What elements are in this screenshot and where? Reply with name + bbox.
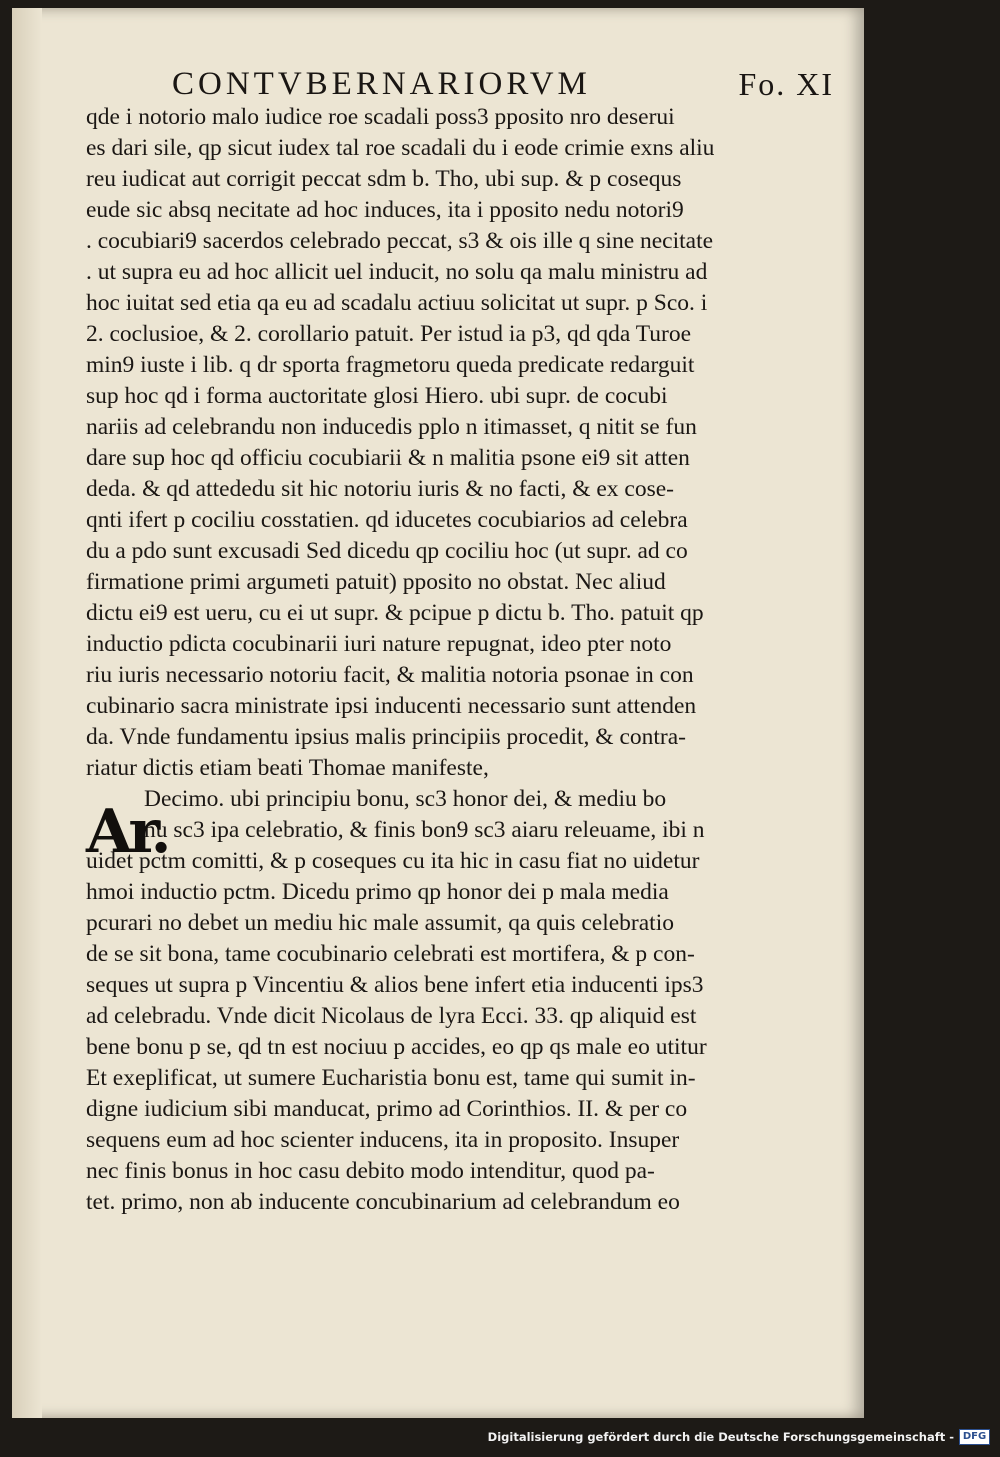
body-text: [86, 102, 836, 1218]
section-text-line: uidet pctm comitti, & p coseques cu ita hic in casu fiat no uidetur: [86, 848, 700, 874]
text-line: riatur dictis etiam beati Thomae manifeste,: [86, 755, 489, 781]
page-gutter-shadow: [12, 8, 42, 1418]
text-line: nariis ad celebrandu non inducedis pplo n itimasset, q nitit se fun: [86, 414, 697, 440]
text-line: 2. coclusioe, & 2. corollario patuit. Per istud ia p3, qd qda Turoe: [86, 321, 692, 347]
text-line: qnti ifert p cociliu cosstatien. qd iducetes cocubiarios ad celebra: [86, 507, 688, 533]
folio-number: Fo. XI: [738, 66, 834, 102]
running-head: [172, 66, 834, 106]
text-line: . cocubiari9 sacerdos celebrado peccat, s3 & ois ille q sine necitate: [86, 228, 714, 254]
text-line: sup hoc qd i forma auctoritate glosi Hiero. ubi supr. de cocubi: [86, 383, 668, 409]
text-line: eude sic absq necitate ad hoc induces, ita i pposito nedu notori9: [86, 197, 684, 223]
section-text-line: nec finis bonus in hoc casu debito modo intenditur, quod pa-: [86, 1158, 655, 1184]
text-line: reu iudicat aut corrigit peccat sdm b. Tho, ubi sup. & p cosequs: [86, 166, 682, 192]
text-line: es dari sile, qp sicut iudex tal roe scadali du i eode crimie exns aliu: [86, 135, 715, 161]
section-text-line: ad celebradu. Vnde dicit Nicolaus de lyra Ecci. 33. qp aliquid est: [86, 1003, 697, 1029]
text-line: riu iuris necessario notoriu facit, & malitia notoria psonae in con: [86, 662, 694, 688]
section-text-line: de se sit bona, tame cocubinario celebrati est mortifera, & p con-: [86, 941, 695, 967]
text-line: hoc iuitat sed etia qa eu ad scadalu actiuu solicitat ut supr. p Sco. i: [86, 290, 708, 316]
section-text-line: Et exeplificat, ut sumere Eucharistia bonu est, tame qui sumit in-: [86, 1065, 696, 1091]
section-text-line: bene bonu p se, qd tn est nociuu p accides, eo qp qs male eo utitur: [86, 1034, 707, 1060]
section-text-line: pcurari no debet un mediu hic male assumit, qa quis celebratio: [86, 910, 674, 936]
text-line: dictu ei9 est ueru, cu ei ut supr. & pcipue p dictu b. Tho. patuit qp: [86, 600, 704, 626]
text-line: . ut supra eu ad hoc allicit uel inducit, no solu qa malu ministru ad: [86, 259, 708, 285]
text-line: du a pdo sunt excusadi Sed dicedu qp cociliu hoc (ut supr. ad co: [86, 538, 688, 564]
section-text-line: seques ut supra p Vincentiu & alios bene infert etia inducenti ips3: [86, 972, 704, 998]
section-text-line: Decimo. ubi principiu bonu, sc3 honor dei, & mediu bo: [144, 786, 667, 812]
drop-initial: Ar.: [86, 797, 168, 867]
section-text-line: nu sc3 ipa celebratio, & finis bon9 sc3 aiaru releuame, ibi n: [144, 817, 705, 843]
section-text-line: tet. primo, non ab inducente concubinarium ad celebrandum eo: [86, 1189, 680, 1215]
text-line: cubinario sacra ministrate ipsi inducenti necessario sunt attenden: [86, 693, 697, 719]
section-text-line: hmoi inductio pctm. Dicedu primo qp honor dei p mala media: [86, 879, 669, 905]
footer-bar: [0, 1421, 1000, 1457]
section-text-line: digne iudicium sibi manducat, primo ad Corinthios. II. & per co: [86, 1096, 688, 1122]
funding-credit: Digitalisierung gefördert durch die Deutsche Forschungsgemeinschaft -: [487, 1430, 954, 1444]
text-line: firmatione primi argumeti patuit) pposito no obstat. Nec aliud: [86, 569, 666, 595]
text-line: inductio pdicta cocubinarii iuri nature repugnat, ideo pter noto: [86, 631, 672, 657]
dfg-logo-icon: DFG: [959, 1429, 990, 1445]
section-text-line: sequens eum ad hoc scienter inducens, ita in proposito. Insuper: [86, 1127, 680, 1153]
text-line: dare sup hoc qd officiu cocubiarii & n malitia psone ei9 sit atten: [86, 445, 690, 471]
running-head-title: CONTVBERNARIORVM: [172, 66, 591, 102]
text-line: qde i notorio malo iudice roe scadali poss3 pposito nro deserui: [86, 104, 675, 130]
text-line: min9 iuste i lib. q dr sporta fragmetoru queda predicate redarguit: [86, 352, 695, 378]
text-line: da. Vnde fundamentu ipsius malis principiis procedit, & contra-: [86, 724, 686, 750]
text-line: deda. & qd attededu sit hic notoriu iuris & no facti, & ex cose-: [86, 476, 675, 502]
